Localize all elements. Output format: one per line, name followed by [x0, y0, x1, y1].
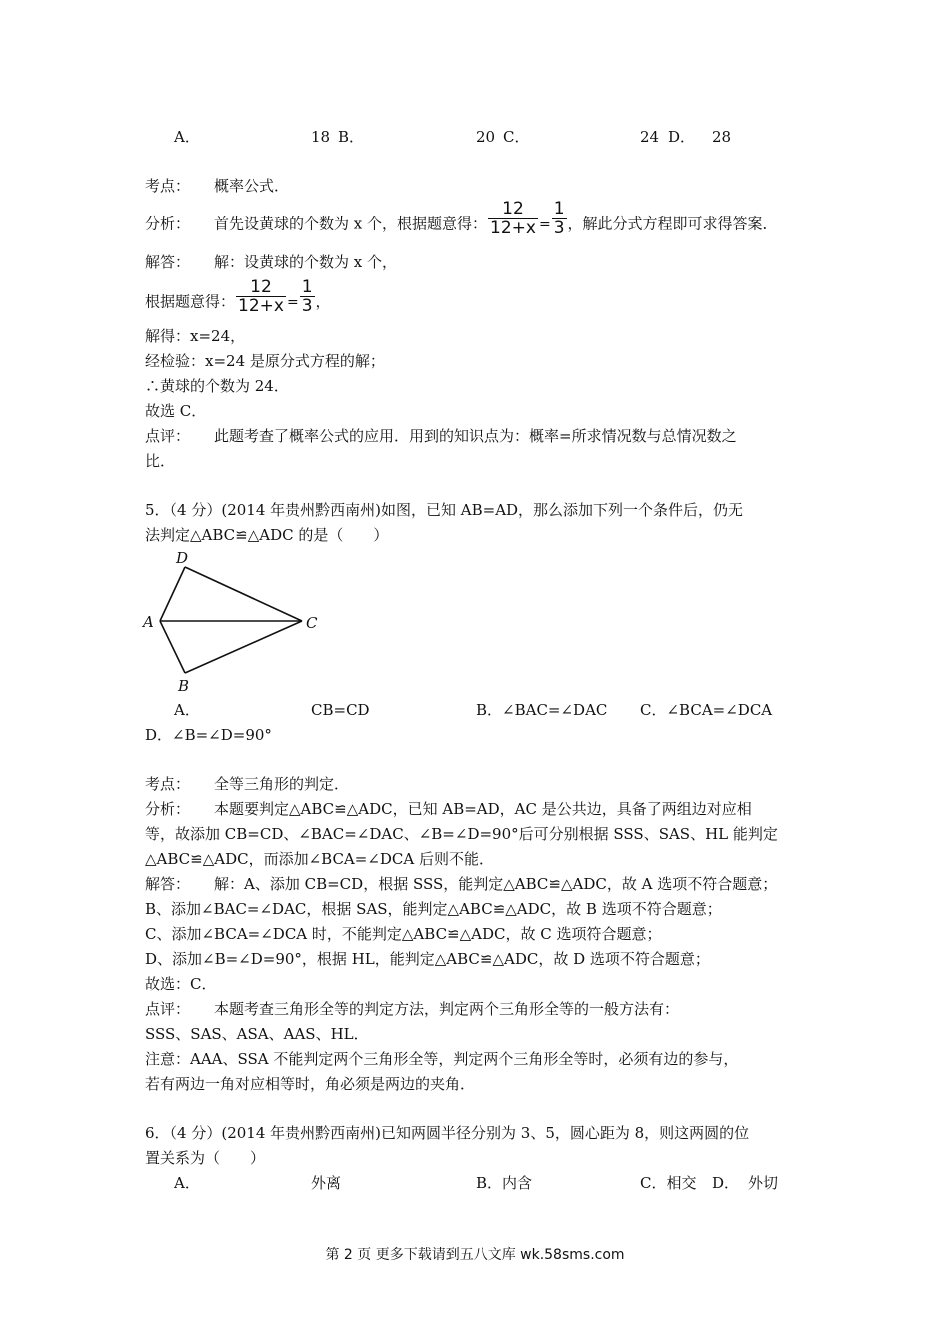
vertex-a-label: A [143, 613, 154, 631]
q5-option-d: D．∠B=∠D=90° [145, 726, 272, 744]
q5-title-line1: 5．（4 分）(2014 年贵州黔西南州)如图，已知 AB=AD，那么添加下列一个条件后，仍无 [145, 501, 744, 519]
q5-fenxi-3: △ABC≌△ADC，而添加∠BCA=∠DCA 后则不能． [145, 850, 495, 868]
segment-bc [185, 621, 302, 673]
q5-dianping: 点评： 本题考查三角形全等的判定方法，判定两个三角形全等的一般方法有： [145, 1000, 680, 1018]
q4-dianping-cont: 比． [145, 452, 176, 470]
q4-dianping [145, 426, 737, 446]
q4-option-b-value: 20 [476, 128, 496, 146]
segment-ad [160, 567, 185, 621]
q4-fenxi: 分析： 首先设黄球的个数为 x 个，根据题意得： $\frac{12}{12+x}$ = $\frac{1}{3}$ ，解此分式方程即可求得答案． [145, 199, 778, 238]
q6-title-line2: 置关系为（ ） [145, 1149, 266, 1167]
fraction-12-over-12px-2: $\frac{12}{12+x}$ [238, 277, 284, 316]
q5-title-line2: 法判定△ABC≌△ADC 的是（ ） [145, 526, 389, 544]
kaodian-label: 考点： [145, 177, 191, 195]
q5-fenxi: 分析： 本题要判定△ABC≌△ADC，已知 AB=AD，AC 是公共边，具备了两组边对应相 [145, 800, 752, 818]
q4-option-d-value: 28 [712, 128, 732, 146]
vertex-b-label: B [178, 677, 190, 695]
q6-option-d-label: D． [712, 1174, 740, 1192]
q4-option-c-label: C． [503, 128, 530, 146]
q4-jieda [145, 252, 397, 272]
fraction-1-over-3-2: $\frac{1}{3}$ [301, 277, 313, 316]
q4-equation-line: 根据题意得： $\frac{12}{12+x}$ = $\frac{1}{3}$ ， [145, 277, 331, 316]
q5-dianping-4: 若有两边一角对应相等时，角必须是两边的夹角． [145, 1075, 476, 1093]
q5-dianping-3: 注意：AAA、SSA 不能判定两个三角形全等，判定两个三角形全等时，必须有边的参与， [145, 1050, 739, 1068]
q5-option-c: C．∠BCA=∠DCA [640, 701, 773, 719]
q5-jieda-4: D、添加∠B=∠D=90°，根据 HL，能判定△ABC≌△ADC，故 D 选项不符合题意； [145, 950, 710, 968]
q4-choice-line: 故选 C． [145, 402, 207, 420]
q6-option-b: B．内含 [476, 1174, 533, 1192]
vertex-c-label: C [306, 614, 318, 632]
jieda-text: 解：设黄球的个数为 x 个， [214, 253, 398, 271]
q4-option-d-label: D． [668, 128, 696, 146]
q6-option-a-label: A． [174, 1174, 200, 1192]
q5-option-b: B．∠BAC=∠DAC [476, 701, 608, 719]
segment-ab [160, 621, 185, 673]
triangle-figure [140, 545, 330, 695]
q4-option-b-label: B． [338, 128, 365, 146]
q5-fenxi-2: 等，故添加 CB=CD、∠BAC=∠DAC、∠B=∠D=90°后可分别根据 SSS、SAS、HL 能判定 [145, 825, 778, 843]
q5-jieda: 解答： 解：A、添加 CB=CD，根据 SSS，能判定△ABC≌△ADC，故 A 选项不符合题意； [145, 875, 778, 893]
q4-conclusion-line: ∴黄球的个数为 24． [145, 377, 289, 395]
jieda-label: 解答： [145, 253, 191, 271]
vertex-d-label: D [176, 549, 189, 567]
q4-solve-line: 解得：x=24， [145, 327, 246, 345]
q5-option-a-value: CB=CD [311, 701, 370, 719]
fenxi-text-post: ，解此分式方程即可求得答案． [567, 214, 778, 233]
q5-kaodian: 考点： 全等三角形的判定． [145, 775, 350, 793]
fenxi-label: 分析： [145, 214, 191, 233]
q4-check-line: 经检验：x=24 是原分式方程的解； [145, 352, 385, 370]
q5-option-a-label: A． [174, 701, 200, 719]
q6-option-c: C．相交 [640, 1174, 697, 1192]
kaodian-text: 概率公式． [214, 177, 290, 195]
page-footer: 第 2 页 更多下载请到五八文库 wk.58sms.com [325, 1247, 625, 1263]
fenxi-text-pre: 首先设黄球的个数为 x 个，根据题意得： [214, 214, 488, 233]
q4-option-a-label: A． [174, 128, 200, 146]
fraction-12-over-12px: $\frac{12}{12+x}$ [490, 199, 536, 238]
q5-dianping-2: SSS、SAS、ASA、AAS、HL． [145, 1025, 369, 1043]
dianping-text: 此题考查了概率公式的应用．用到的知识点为：概率=所求情况数与总情况数之 [214, 427, 737, 445]
q6-option-d-value: 外切 [748, 1174, 779, 1192]
q4-option-a-value: 18 [311, 128, 331, 146]
q5-jieda-5: 故选：C． [145, 975, 217, 993]
q5-jieda-3: C、添加∠BCA=∠DCA 时，不能判定△ABC≌△ADC，故 C 选项符合题意； [145, 925, 662, 943]
q6-title-line1: 6．（4 分）(2014 年贵州黔西南州)已知两圆半径分别为 3、5，圆心距为 8，则这两圆的位 [145, 1124, 750, 1142]
equation-pre: 根据题意得： [145, 292, 236, 311]
dianping-label: 点评： [145, 427, 191, 445]
q4-kaodian [145, 176, 289, 196]
q5-jieda-2: B、添加∠BAC=∠DAC，根据 SAS，能判定△ABC≌△ADC，故 B 选项不符合题意； [145, 900, 722, 918]
q6-option-a-value: 外离 [311, 1174, 342, 1192]
segment-dc [185, 567, 302, 621]
fraction-1-over-3: $\frac{1}{3}$ [553, 199, 565, 238]
q4-option-c-value: 24 [640, 128, 660, 146]
